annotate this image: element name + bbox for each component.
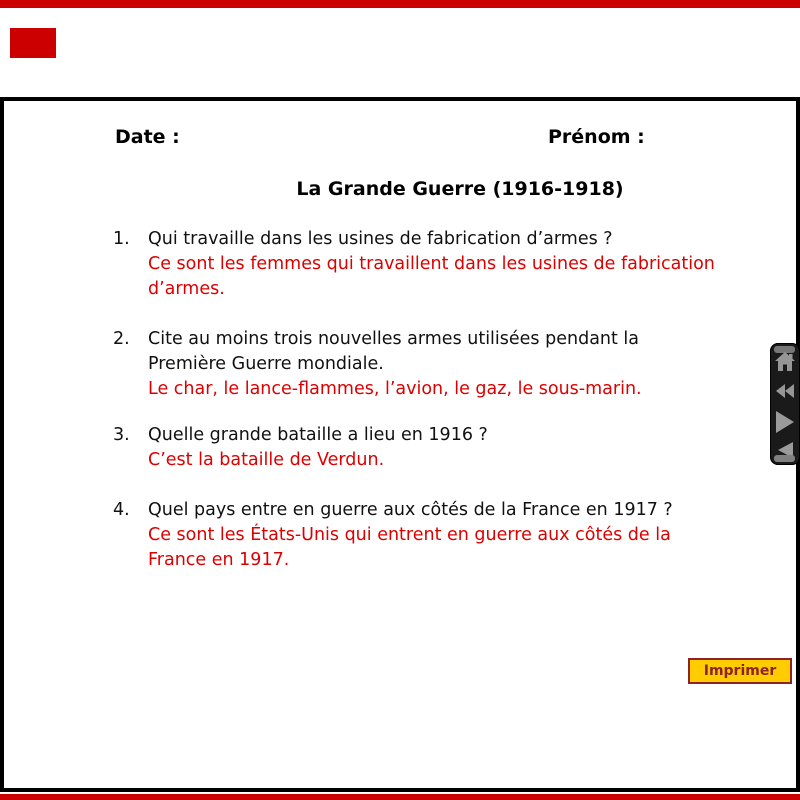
question-3: [113, 423, 788, 473]
forward-button[interactable]: [770, 411, 800, 433]
question-number: 3.: [113, 425, 130, 445]
question-line: 1. Qui travaille dans les usines de fabrication d’armes ?: [148, 227, 788, 252]
rewind-button[interactable]: [770, 384, 800, 398]
question-line: Première Guerre mondiale.: [148, 354, 384, 374]
answer-line: d’armes.: [148, 279, 225, 299]
question-number: 2.: [113, 329, 130, 349]
panel-bottom-cap: [774, 455, 795, 462]
home-icon: [775, 352, 795, 372]
nav-panel: [770, 343, 800, 465]
question-number: 4.: [113, 500, 130, 520]
answer-line: Ce sont les femmes qui travaillent dans les usines de fabrication: [148, 254, 715, 274]
site-bottom-red-bar: [0, 794, 800, 800]
prenom-label: Prénom :: [548, 126, 645, 148]
question-number: 1.: [113, 229, 130, 249]
question-1: [113, 227, 788, 302]
home-button[interactable]: [770, 352, 800, 372]
answer-line: C’est la bataille de Verdun.: [148, 450, 385, 470]
rewind-icon: [776, 384, 794, 398]
answer-line: Ce sont les États-Unis qui entrent en guerre aux côtés de la: [148, 525, 671, 545]
answer-line: France en 1917.: [148, 550, 290, 570]
question-line: 3. Quelle grande bataille a lieu en 1916 ?: [148, 423, 788, 448]
site-top-red-bar: [0, 0, 800, 8]
date-label: Date :: [115, 126, 180, 148]
answer-line: Le char, le lance-flammes, l’avion, le gaz, le sous-marin.: [148, 379, 642, 399]
question-2: [113, 327, 788, 402]
question-4: [113, 498, 788, 573]
forward-icon: [776, 411, 794, 433]
question-line: 4. Quel pays entre en guerre aux côtés de la France en 1917 ?: [148, 498, 788, 523]
print-button[interactable]: Imprimer: [688, 658, 792, 684]
site-red-logo-square: [10, 28, 56, 58]
question-line: 2. Cite au moins trois nouvelles armes utilisées pendant la: [148, 327, 788, 352]
page-title: La Grande Guerre (1916-1918): [296, 178, 624, 200]
